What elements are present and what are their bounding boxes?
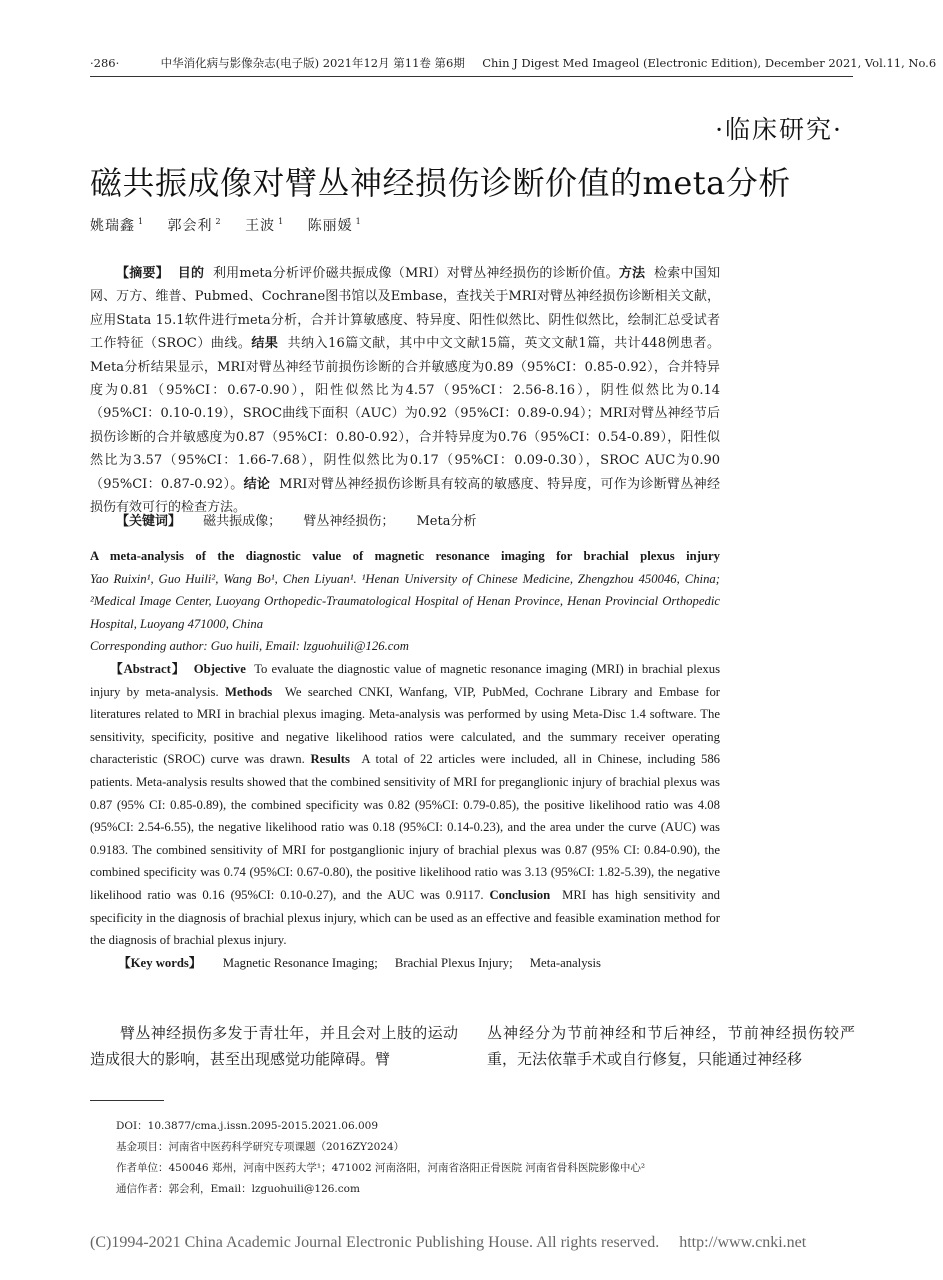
body-column-left: 臂丛神经损伤多发于青壮年，并且会对上肢的运动造成很大的影响，甚至出现感觉功能障碍。臂 <box>90 1024 458 1068</box>
abstract-en-label: 【Abstract】 <box>110 661 186 676</box>
section-label: ·临床研究· <box>715 115 843 144</box>
keyword-en: Magnetic Resonance Imaging; <box>222 955 378 970</box>
results-en-label: Results <box>310 752 350 767</box>
methods-label: 方法 <box>618 266 646 281</box>
body-column-right: 丛神经分为节前神经和节后神经，节前神经损伤较严重，无法依靠手术或自行修复，只能通过神经移 <box>487 1024 855 1068</box>
abstract-en <box>90 658 720 952</box>
methods-en-label: Methods <box>224 684 273 699</box>
journal-name-en: Chin J Digest Med Imageol (Electronic Edition), December 2021, Vol.11, No.6 <box>482 56 937 70</box>
results-label: 结果 <box>251 336 279 352</box>
running-header <box>90 55 936 71</box>
methods-text: 检索中国知网、万方、维普、Pubmed、Cochrane图书馆以及Embase，查找关于MRI对臂丛神经损伤诊断相关文献，应用Stata 15.1软件进行meta分析，合并计算敏感度、特异度、阳性似然比、阴性似然比，绘制汇总受试者工作特征（SROC）曲线。 <box>90 266 720 352</box>
keyword: 磁共振成像； <box>203 514 282 529</box>
article-title: 磁共振成像对臂丛神经损伤诊断价值的meta分析 <box>90 164 791 202</box>
objective-en-label: Objective <box>193 661 246 676</box>
author-list <box>90 215 380 235</box>
footnote-affiliation: 作者单位：450046 郑州，河南中医药大学¹；471002 河南洛阳，河南省洛阳正骨医院 河南省骨科医院影像中心² <box>116 1162 646 1174</box>
english-title: A meta-analysis of the diagnostic value of magnetic resonance imaging for brachial plexus injury <box>90 549 720 563</box>
footnotes <box>116 1116 645 1200</box>
footnote-doi: DOI：10.3877/cma.j.issn.2095-2015.2021.06.009 <box>116 1120 379 1132</box>
english-authors: Yao Ruixin¹, Guo Huili², Wang Bo¹, Chen Liyuan¹. ¹Henan University of Chinese Medicine, Zhengzhou 450046, China; ²Medical Image Center, Luoyang Orthopedic-Traumatological Hospital of Henan Province, Henan Provincial Orthopedic Hospital, Luoyang 471000, China <box>90 571 720 631</box>
page-number: ·286· <box>90 56 120 70</box>
keywords-cn <box>116 510 494 529</box>
english-corresponding: Corresponding author: Guo huili, Email: lzguohuili@126.com <box>90 639 409 654</box>
keyword: 臂丛神经损伤； <box>303 514 395 529</box>
objective-text: 利用meta分析评价磁共振成像（MRI）对臂丛神经损伤的诊断价值。 <box>212 266 619 281</box>
abstract-cn <box>90 262 720 519</box>
conclusion-en-text: MRI has high sensitivity and specificity in the diagnosis of brachial plexus injury, which can be used as an effective and feasible examination method for the diagnosis of brachial plexus injury. <box>90 887 721 948</box>
header-rule <box>90 76 853 77</box>
abstract-label: 【摘要】 <box>116 266 169 281</box>
keywords-label: 【关键词】 <box>116 514 182 529</box>
results-en-text: A total of 22 articles were included, all in Chinese, including 586 patients. Meta-analysis results showed that the combined sensitivity of MRI for preganglionic injury of brachial plexus was 0.87 (95% CI: 0.85-0.89), the combined specificity was 0.82 (95%CI: 0.79-0.85), the positive likelihood ratio was 4.08 (95%CI: 2.54-6.55), the negative likelihood ratio was 0.18 (95%CI: 0.14-0.23), and the area under the curve (AUC) was 0.9183. The combined sensitivity of MRI for postganglionic injury of brachial plexus was 0.87 (95% CI: 0.84-0.90), the combined specificity was 0.74 (95%CI: 0.67-0.80), the positive likelihood ratio was 3.13 (95%CI: 1.82-5.39), the negative likelihood ratio was 0.16 (95%CI: 0.10-0.27), and the AUC was 0.9117. <box>90 752 721 902</box>
footnote-rule <box>90 1100 164 1101</box>
journal-name-cn: 中华消化病与影像杂志(电子版) 2021年12月 第11卷 第6期 <box>160 56 465 70</box>
objective-label: 目的 <box>177 266 205 281</box>
author: 姚瑞鑫 $^1$ <box>90 217 145 234</box>
footnote-fund: 基金项目：河南省中医药科学研究专项课题（2016ZY2024） <box>116 1141 405 1153</box>
methods-en-text: We searched CNKI, Wanfang, VIP, PubMed, Cochrane Library and Embase for literatures related to MRI in brachial plexus imaging. Meta-analysis was performed by using Meta-Disc 1.4 software. The sensitivity, specificity, positive and negative likelihood ratios were calculated, and the summary receiver operating characteristic (SROC) curve was drawn. <box>90 684 721 767</box>
keyword-en: Meta-analysis <box>529 955 601 970</box>
copyright-notice <box>90 1234 806 1252</box>
copyright-text: (C)1994-2021 China Academic Journal Electronic Publishing House. All rights reserved. <box>90 1234 660 1251</box>
conclusion-en-label: Conclusion <box>489 887 551 902</box>
english-abstract-block <box>90 545 720 974</box>
conclusion-label: 结论 <box>243 476 271 492</box>
results-text: 共纳入16篇文献，其中中文文献15篇，英文文献1篇，共计448例患者。Meta分析结果显示，MRI对臂丛神经节前损伤诊断的合并敏感度为0.89（95%CI：0.85-0.92），合并特异度为0.81（95%CI：0.67-0.90），阳性似然比为4.57（95%CI：2.56-8.16），阴性似然比为0.14（95%CI：0.10-0.19），SROC曲线下面积（AUC）为0.92（95%CI：0.89-0.94）；MRI对臂丛神经节后损伤诊断的合并敏感度为0.87（95%CI：0.80-0.92），合并特异度为0.76（95%CI：0.54-0.89），阳性似然比为3.57（95%CI：1.66-7.68），阴性似然比为0.17（95%CI：0.09-0.30），SROC AUC为0.90（95%CI：0.87-0.92）。 <box>90 336 720 492</box>
author: 王波 $^1$ <box>245 217 285 234</box>
objective-en-text: To evaluate the diagnostic value of magnetic resonance imaging (MRI) in brachial plexus injury by meta-analysis. <box>90 661 721 699</box>
keywords-en-label: 【Key words】 <box>118 955 202 970</box>
author: 郭会利 $^2$ <box>167 217 222 234</box>
keywords-en <box>118 952 720 975</box>
keyword: Meta分析 <box>416 514 477 529</box>
author: 陈丽媛 $^1$ <box>307 217 362 234</box>
conclusion-text: MRI对臂丛神经损伤诊断具有较高的敏感度、特异度，可作为诊断臂丛神经损伤有效可行的检查方法。 <box>90 476 720 516</box>
cnki-link[interactable]: http://www.cnki.net <box>679 1234 807 1251</box>
keyword-en: Brachial Plexus Injury; <box>394 955 513 970</box>
footnote-corresponding: 通信作者：郭会利，Email：lzguohuili@126.com <box>116 1183 360 1195</box>
